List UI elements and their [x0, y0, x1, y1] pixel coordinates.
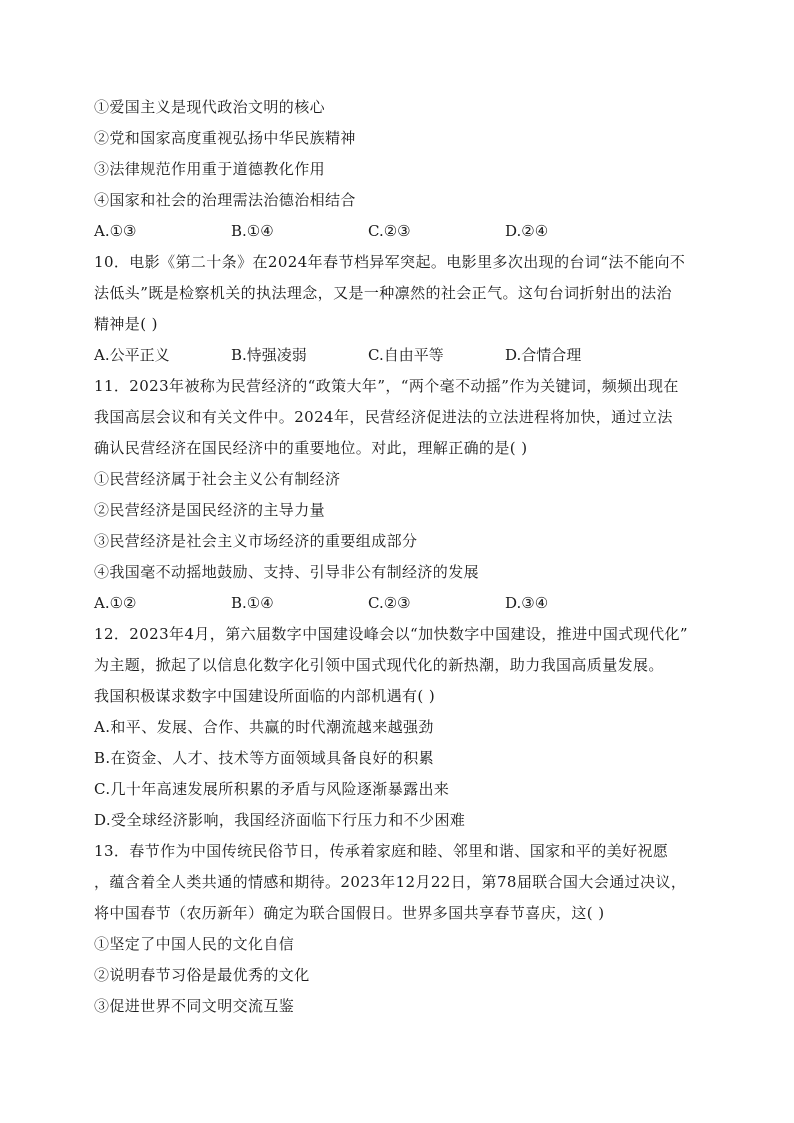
q13-item: ①坚定了中国人民的文化自信 — [94, 935, 295, 953]
q10-option-b: B.恃强凌弱 — [231, 346, 307, 364]
q10-option-d: D.合情合理 — [505, 346, 582, 364]
q10-stem-line: 10．电影《第二十条》在2024年春节档异军突起。电影里多次出现的台词“法不能向不 — [94, 253, 686, 271]
question-12 — [94, 619, 714, 836]
q12-choice-c: C.几十年高速发展所积累的矛盾与风险逐渐暴露出来 — [94, 780, 450, 798]
q10-option-a: A.公平正义 — [94, 346, 170, 364]
exam-page — [94, 92, 714, 1022]
q11-options — [94, 588, 714, 619]
q9-option-b: B.①④ — [231, 222, 274, 240]
q11-option-d: D.③④ — [505, 594, 549, 612]
q11-option-a: A.①② — [94, 594, 137, 612]
question-13 — [94, 836, 714, 1022]
question-11 — [94, 371, 714, 619]
q12-stem-line: 为主题，掀起了以信息化数字化引领中国式现代化的新热潮，助力我国高质量发展。 — [94, 656, 664, 674]
q13-item: ③促进世界不同文明交流互鉴 — [94, 997, 295, 1015]
q13-item: ②说明春节习俗是最优秀的文化 — [94, 966, 310, 984]
q11-stem-line: 11．2023年被称为民营经济的“政策大年”，“两个毫不动摇”作为关键词，频频出现在 — [94, 377, 679, 395]
q10-option-c: C.自由平等 — [368, 346, 444, 364]
q13-stem-line: 将中国春节（农历新年）确定为联合国假日。世界多国共享春节喜庆，这( ) — [94, 904, 605, 922]
q12-choice-b: B.在资金、人才、技术等方面领域具备良好的积累 — [94, 749, 434, 767]
q11-option-b: B.①④ — [231, 594, 274, 612]
question-10 — [94, 247, 714, 371]
q11-item: ④我国毫不动摇地鼓励、支持、引导非公有制经济的发展 — [94, 563, 480, 581]
q9-option-d: D.②④ — [505, 222, 549, 240]
q12-stem-line: 我国积极谋求数字中国建设所面临的内部机遇有( ) — [94, 687, 436, 705]
q10-options — [94, 340, 714, 371]
q13-stem-line: 13．春节作为中国传统民俗节日，传承着家庭和睦、邻里和谐、国家和平的美好祝愿 — [94, 842, 669, 860]
q11-item: ②民营经济是国民经济的主导力量 — [94, 501, 326, 519]
q11-option-c: C.②③ — [368, 594, 411, 612]
q9-item: ③法律规范作用重于道德教化作用 — [94, 160, 326, 178]
q9-item: ②党和国家高度重视弘扬中华民族精神 — [94, 129, 356, 147]
q9-option-a: A.①③ — [94, 222, 137, 240]
q11-item: ①民营经济属于社会主义公有制经济 — [94, 470, 341, 488]
q9-item: ①爱国主义是现代政治文明的核心 — [94, 98, 326, 116]
q9-option-c: C.②③ — [368, 222, 411, 240]
q9-item: ④国家和社会的治理需法治德治相结合 — [94, 191, 356, 209]
question-9 — [94, 92, 714, 247]
q13-stem-line: ，蕴含着全人类共通的情感和期待。2023年12月22日，第78届联合国大会通过决议， — [94, 873, 687, 891]
q10-stem-line: 法低头”既是检察机关的执法理念，又是一种凛然的社会正气。这句台词折射出的法治 — [94, 284, 672, 302]
q11-stem-line: 确认民营经济在国民经济中的重要地位。对此，理解正确的是( ) — [94, 439, 528, 457]
q11-stem-line: 我国高层会议和有关文件中。2024年，民营经济促进法的立法进程将加快，通过立法 — [94, 408, 673, 426]
q11-item: ③民营经济是社会主义市场经济的重要组成部分 — [94, 532, 418, 550]
q12-choice-a: A.和平、发展、合作、共赢的时代潮流越来越强劲 — [94, 718, 434, 736]
q12-choice-d: D.受全球经济影响，我国经济面临下行压力和不少困难 — [94, 811, 466, 829]
q10-stem-line: 精神是( ) — [94, 315, 158, 333]
q12-stem-line: 12．2023年4月，第六届数字中国建设峰会以“加快数字中国建设，推进中国式现代化” — [94, 625, 688, 643]
q9-options — [94, 216, 714, 247]
